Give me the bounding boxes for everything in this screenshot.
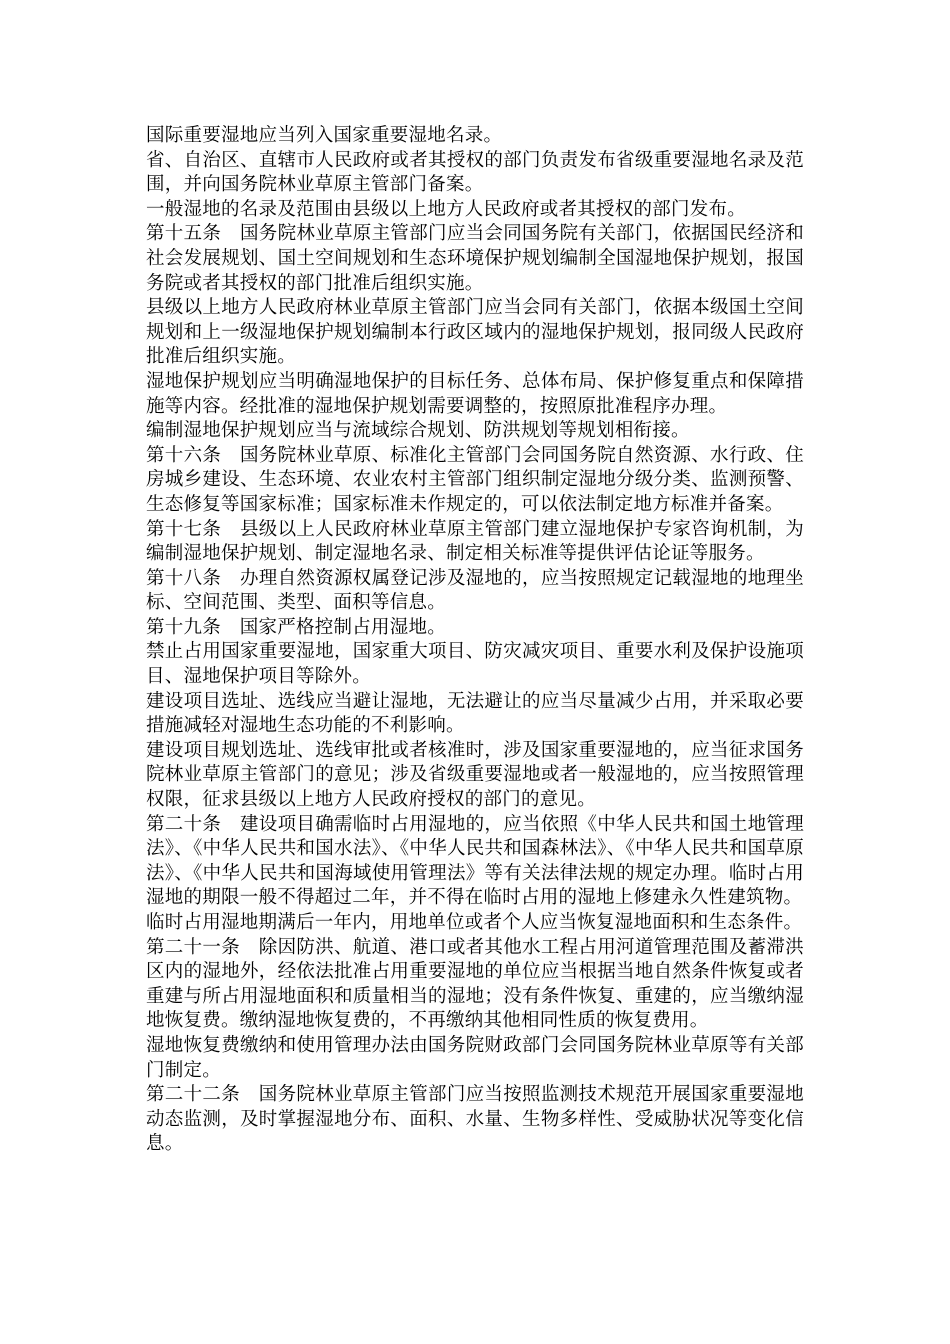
article-22: 第二十二条 国务院林业草原主管部门应当按照监测技术规范开展国家重要湿地动态监测，及时掌握湿地分布、面积、水量、生物多样性、受威胁状况等变化信息。 [146,1084,804,1155]
article-18: 第十八条 办理自然资源权属登记涉及湿地的，应当按照规定记载湿地的地理坐标、空间范围、类型、面积等信息。 [146,567,804,614]
document-body [146,124,804,1157]
paragraph: 省、自治区、直辖市人民政府或者其授权的部门负责发布省级重要湿地名录及范围，并向国务院林业草原主管部门备案。 [146,149,804,196]
article-15: 第十五条 国务院林业草原主管部门应当会同国务院有关部门，依据国民经济和社会发展规划、国土空间规划和生态环境保护规划编制全国湿地保护规划，报国务院或者其授权的部门批准后组织实施。 [146,223,804,294]
paragraph: 编制湿地保护规划应当与流域综合规划、防洪规划等规划相衔接。 [146,420,690,442]
paragraph: 国际重要湿地应当列入国家重要湿地名录。 [146,125,503,146]
paragraph: 临时占用湿地期满后一年内，用地单位或者个人应当恢复湿地面积和生态条件。 [146,912,803,933]
paragraph: 建设项目选址、选线应当避让湿地，无法避让的应当尽量减少占用，并采取必要措施减轻对湿地生态功能的不利影响。 [146,690,804,737]
article-21: 第二十一条 除因防洪、航道、港口或者其他水工程占用河道管理范围及蓄滞洪区内的湿地外，经依法批准占用重要湿地的单位应当根据当地自然条件恢复或者重建与所占用湿地面积和质量相当的湿地；没有条件恢复、重建的，应当缴纳湿地恢复费。缴纳湿地恢复费的，不再缴纳其他相同性质的恢复费用。 [146,936,804,1032]
paragraph: 湿地恢复费缴纳和使用管理办法由国务院财政部门会同国务院林业草原等有关部门制定。 [146,1034,804,1081]
paragraph: 建设项目规划选址、选线审批或者核准时，涉及国家重要湿地的，应当征求国务院林业草原主管部门的意见；涉及省级重要湿地或者一般湿地的，应当按照管理权限，征求县级以上地方人民政府授权的部门的意见。 [146,739,804,811]
paragraph: 县级以上地方人民政府林业草原主管部门应当会同有关部门，依据本级国土空间规划和上一级湿地保护规划编制本行政区域内的湿地保护规划，报同级人民政府批准后组织实施。 [146,297,804,368]
article-19: 第十九条 国家严格控制占用湿地。 [146,616,447,638]
article-20: 第二十条 建设项目确需临时占用湿地的，应当依照《中华人民共和国土地管理法》、《中华人民共和国水法》、《中华人民共和国森林法》、《中华人民共和国草原法》、《中华人民共和国海域使用管理法》等有关法律法规的规定办理。临时占用湿地的期限一般不得超过二年，并不得在临时占用的湿地上修建永久性建筑物。 [146,813,804,909]
paragraph: 一般湿地的名录及范围由县级以上地方人民政府或者其授权的部门发布。 [146,198,747,220]
paragraph: 禁止占用国家重要湿地，国家重大项目、防灾减灾项目、重要水利及保护设施项目、湿地保护项目等除外。 [146,641,804,688]
article-17: 第十七条 县级以上人民政府林业草原主管部门建立湿地保护专家咨询机制，为编制湿地保护规划、制定湿地名录、制定相关标准等提供评估论证等服务。 [146,518,804,565]
article-16: 第十六条 国务院林业草原、标准化主管部门会同国务院自然资源、水行政、住房城乡建设、生态环境、农业农村主管部门组织制定湿地分级分类、监测预警、生态修复等国家标准；国家标准未作规定的，可以依法制定地方标准并备案。 [146,444,804,515]
paragraph: 湿地保护规划应当明确湿地保护的目标任务、总体布局、保护修复重点和保障措施等内容。经批准的湿地保护规划需要调整的，按照原批准程序办理。 [146,370,804,417]
